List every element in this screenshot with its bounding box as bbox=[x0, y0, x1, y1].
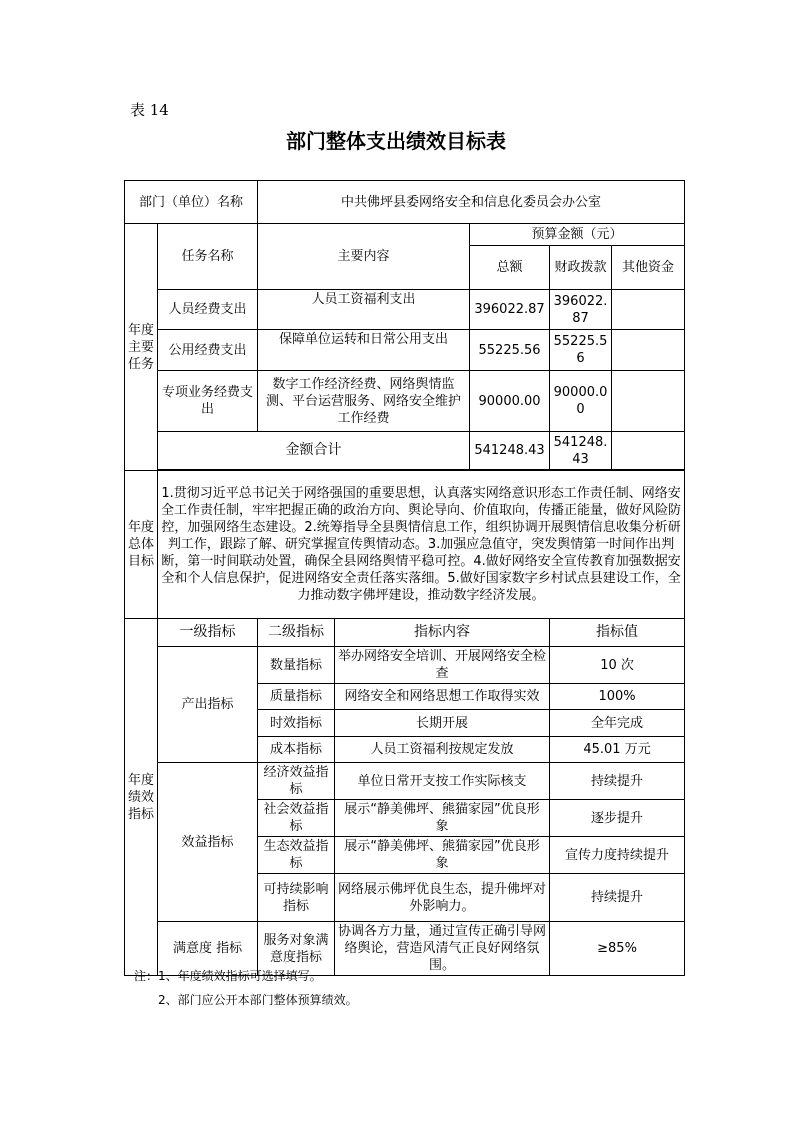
indicator-value: 宣传力度持续提升 bbox=[550, 837, 685, 874]
indicator-value: 持续提升 bbox=[550, 874, 685, 922]
task-content: 人员工资福利支出 bbox=[258, 290, 470, 330]
indicator-content: 举办网络安全培训、开展网络安全检查 bbox=[335, 647, 550, 684]
sum-total: 541248.43 bbox=[470, 432, 550, 470]
indicator-level2: 经济效益指标 bbox=[258, 763, 335, 800]
task-total: 90000.00 bbox=[470, 371, 550, 432]
indicator-level2: 时效指标 bbox=[258, 710, 335, 737]
indicator-content: 展示“静美佛坪、熊猫家园”优良形象 bbox=[335, 837, 550, 874]
performance-table bbox=[124, 180, 685, 976]
indicator-content: 单位日常开支按工作实际核支 bbox=[335, 763, 550, 800]
indicator-value: 逐步提升 bbox=[550, 800, 685, 837]
task-name: 人员经费支出 bbox=[158, 290, 258, 330]
task-fiscal: 396022.87 bbox=[550, 290, 612, 330]
overall-goal-text: 1.贯彻习近平总书记关于网络强国的重要思想，认真落实网络意识形态工作责任制、网络安全工作责任制，牢牢把握正确的政治方向、舆论导向、价值取向，传播正能量，做好风险防控，加强网络生态建设。2.统筹指导全县舆情信息工作，组织协调开展舆情信息收集分析研判工作，跟踪了解、研究掌握宣传舆情动态。3.加强应急值守，突发舆情第一时间作出判断，第一时间联动处置，确保全县网络舆情平稳可控。4.做好网络安全宣传教育加强数据安全和个人信息保护，促进网络安全责任落实落细。5.做好国家数字乡村试点县建设工作，全力推动数字佛坪建设，推动数字经济发展。 bbox=[158, 471, 685, 619]
sum-other bbox=[612, 432, 685, 470]
task-fiscal: 90000.00 bbox=[550, 371, 612, 432]
col-level2: 二级指标 bbox=[258, 619, 335, 647]
indicator-value: 100% bbox=[550, 684, 685, 710]
indicator-level2: 成本指标 bbox=[258, 737, 335, 763]
indicator-content: 网络展示佛坪优良生态，提升佛坪对外影响力。 bbox=[335, 874, 550, 922]
task-total: 55225.56 bbox=[470, 330, 550, 371]
indicator-value: 全年完成 bbox=[550, 710, 685, 737]
notes bbox=[134, 964, 358, 1012]
col-fiscal: 财政拨款 bbox=[550, 246, 612, 290]
col-level1: 一级指标 bbox=[158, 619, 258, 647]
task-other bbox=[612, 330, 685, 371]
table-number: 表 14 bbox=[130, 101, 169, 119]
col-indicator-value: 指标值 bbox=[550, 619, 685, 647]
dept-label: 部门（单位）名称 bbox=[125, 181, 258, 224]
dept-name: 中共佛坪县委网络安全和信息化委员会办公室 bbox=[258, 181, 685, 224]
indicator-content: 长期开展 bbox=[335, 710, 550, 737]
sum-label: 金额合计 bbox=[158, 432, 470, 470]
page-title: 部门整体支出绩效目标表 bbox=[286, 129, 506, 153]
indicator-level2: 数量指标 bbox=[258, 647, 335, 684]
tasks-section-label: 年度主要任务 bbox=[125, 224, 158, 471]
indicator-value: 10 次 bbox=[550, 647, 685, 684]
task-fiscal: 55225.56 bbox=[550, 330, 612, 371]
col-other: 其他资金 bbox=[612, 246, 685, 290]
indicator-value: ≥85% bbox=[550, 922, 685, 976]
task-other bbox=[612, 371, 685, 432]
indicator-content: 人员工资福利按规定发放 bbox=[335, 737, 550, 763]
task-name: 专项业务经费支出 bbox=[158, 371, 258, 432]
satisfaction-group-label: 满意度 指标 bbox=[158, 922, 258, 976]
indicator-level2: 生态效益指标 bbox=[258, 837, 335, 874]
indicator-content: 网络安全和网络思想工作取得实效 bbox=[335, 684, 550, 710]
indicator-content: 展示“静美佛坪、熊猫家园”优良形象 bbox=[335, 800, 550, 837]
output-group-label: 产出指标 bbox=[158, 647, 258, 763]
indicator-level2: 质量指标 bbox=[258, 684, 335, 710]
task-content: 数字工作经济经费、网络舆情监测、平台运营服务、网络安全维护工作经费 bbox=[258, 371, 470, 432]
note-2: 2、部门应公开本部门整体预算绩效。 bbox=[158, 993, 358, 1007]
sum-fiscal: 541248.43 bbox=[550, 432, 612, 470]
indicator-content: 协调各方力量，通过宣传正确引导网络舆论，营造风清气正良好网络氛围。 bbox=[335, 922, 550, 976]
task-other bbox=[612, 290, 685, 330]
indicator-level2: 服务对象满意度指标 bbox=[258, 922, 335, 976]
indicator-value: 持续提升 bbox=[550, 763, 685, 800]
col-indicator-content: 指标内容 bbox=[335, 619, 550, 647]
benefit-group-label: 效益指标 bbox=[158, 763, 258, 922]
perf-section-label: 年度绩效指标 bbox=[125, 619, 158, 976]
indicator-level2: 社会效益指标 bbox=[258, 800, 335, 837]
task-total: 396022.87 bbox=[470, 290, 550, 330]
indicator-value: 45.01 万元 bbox=[550, 737, 685, 763]
note-1: 注：1、年度绩效指标可选择填写。 bbox=[134, 969, 322, 983]
col-total: 总额 bbox=[470, 246, 550, 290]
col-budget: 预算金额（元） bbox=[470, 224, 685, 246]
col-main-content: 主要内容 bbox=[258, 224, 470, 290]
overall-label: 年度总体目标 bbox=[125, 471, 158, 619]
task-name: 公用经费支出 bbox=[158, 330, 258, 371]
indicator-level2: 可持续影响指标 bbox=[258, 874, 335, 922]
task-content: 保障单位运转和日常公用支出 bbox=[258, 330, 470, 371]
col-task-name: 任务名称 bbox=[158, 224, 258, 290]
